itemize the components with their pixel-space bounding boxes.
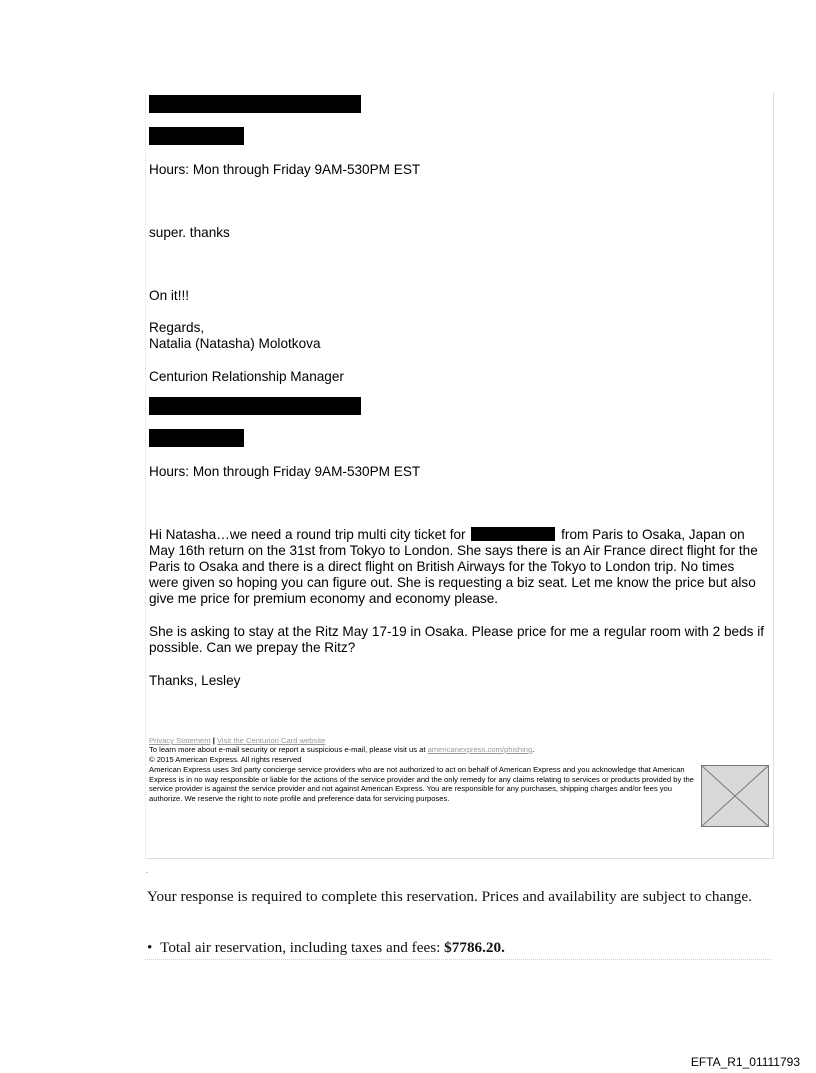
reply-text: On it!!! — [149, 288, 190, 303]
sender-title: Centurion Relationship Manager — [149, 369, 344, 384]
dot-mark: . — [146, 866, 149, 875]
hours-text: Hours: Mon through Friday 9AM-530PM EST — [149, 162, 421, 177]
broken-image-placeholder — [701, 765, 769, 827]
security-text: To learn more about e-mail security or report a suspicious e-mail, please visit us at — [149, 745, 426, 754]
centurion-website-link[interactable]: Visit the Centurion Card website — [217, 736, 326, 745]
divider — [145, 959, 772, 960]
closing-text: Thanks, Lesley — [149, 673, 241, 688]
disclaimer-text: American Express uses 3rd party concierge service providers who are not authorized to act on behalf of American Express and you acknowledge that American Express is in no way responsible or liable for the actions of the service provider and the only remedy for any claims relating to services or products provided by the service provider is against the service provider and not against American Express. You are responsible for any purchases, shipping charges and/or fees you authorize. We reserve the right to note profile and preference data for servicing purposes. — [149, 765, 694, 803]
bullet-mark: • — [147, 939, 153, 956]
request-text: Hi Natasha…we need a round trip multi city ticket for — [149, 527, 466, 542]
image-placeholder-icon — [702, 766, 768, 826]
hours-text: Hours: Mon through Friday 9AM-530PM EST — [149, 464, 421, 479]
phishing-link[interactable]: americanexpress.com/phishing — [427, 745, 533, 754]
security-line: To learn more about e-mail security or report a suspicious e-mail, please visit us at americanexpress.com/phishing. — [149, 745, 535, 754]
redaction-bar — [149, 127, 244, 145]
regards-text: Regards, — [149, 320, 205, 335]
request-paragraph — [149, 527, 765, 607]
response-required-text: Your response is required to complete this reservation. Prices and availability are subject to change. — [147, 888, 752, 905]
hotel-paragraph: She is asking to stay at the Ritz May 17-19 in Osaka. Please price for me a regular room with 2 beds if possible. Can we prepay the Ritz? — [149, 624, 765, 655]
redaction-bar — [149, 397, 361, 415]
link-separator: | — [212, 736, 215, 745]
total-value: $7786.20. — [444, 939, 505, 956]
total-line — [147, 939, 505, 957]
document-id: EFTA_R1_01111793 — [690, 1055, 800, 1069]
reply-text: super. thanks — [149, 225, 230, 240]
request-text: from Paris to Osaka, Japan on May 16th return on the 31st from Tokyo to London. She says there is an Air France direct flight for the Paris to Osaka and there is a direct flight on British Airways for the Tokyo to London trip. No times were given so hoping you can figure out. She is requesting a biz seat. Let me know the price but also give me price for premium economy and economy please. — [149, 527, 758, 606]
redaction-bar — [149, 429, 244, 447]
total-label: Total air reservation, including taxes and fees: — [160, 939, 441, 956]
privacy-statement-link[interactable]: Privacy Statement — [149, 736, 211, 745]
inline-redaction — [471, 527, 555, 541]
sender-name: Natalia (Natasha) Molotkova — [149, 336, 321, 351]
redaction-bar — [149, 95, 361, 113]
copyright-text: © 2015 American Express. All rights reserved — [149, 755, 302, 764]
